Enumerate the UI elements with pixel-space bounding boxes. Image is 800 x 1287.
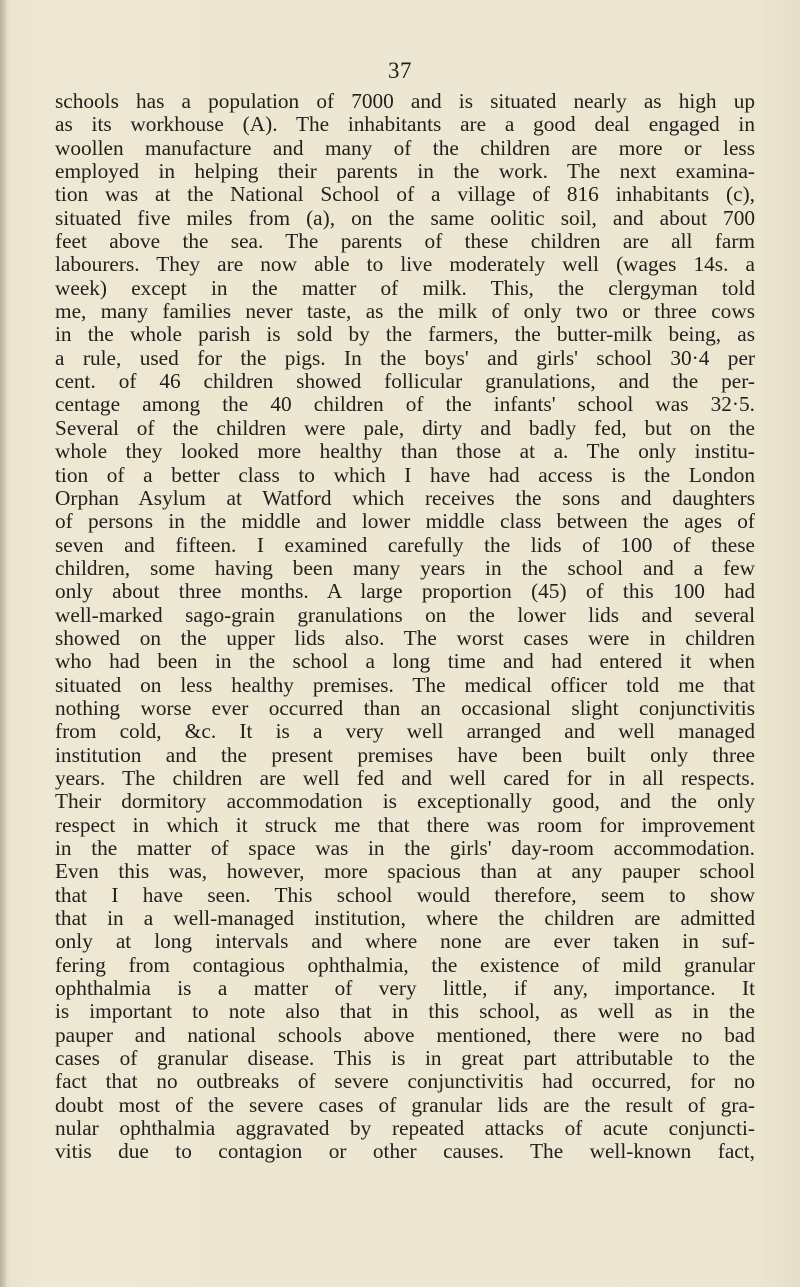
text-line: children, some having been many years in the school and a few [55,555,755,580]
text-line: showed on the upper lids also. The worst cases were in children [55,625,755,650]
text-line: in the whole parish is sold by the farmers, the butter-milk being, as [55,322,755,347]
text-line: situated on less healthy premises. The medical officer told me that [55,672,755,697]
text-line: who had been in the school a long time and had entered it when [55,649,755,674]
text-line: a rule, used for the pigs. In the boys' and girls' school 30·4 per [55,345,755,370]
text-line: as its workhouse (A). The inhabitants are a good deal engaged in [55,112,755,137]
text-line: well-marked sago-grain granulations on the lower lids and several [55,602,755,627]
text-line: me, many families never taste, as the milk of only two or three cows [55,299,755,324]
text-line: nular ophthalmia aggravated by repeated attacks of acute conjuncti- [55,1116,755,1141]
text-line: labourers. They are now able to live moderately well (wages 14s. a [55,252,755,277]
text-line: centage among the 40 children of the infants' school was 32·5. [55,392,755,417]
text-line: in the matter of space was in the girls' day-room accommodation. [55,836,755,860]
text-line: cases of granular disease. This is in great part attributable to the [55,1046,755,1071]
text-line: week) except in the matter of milk. This, the clergyman told [55,275,755,300]
text-line: nothing worse ever occurred than an occasional slight conjunctivitis [55,695,755,720]
text-line: that in a well-managed institution, where the children are admitted [55,906,755,931]
text-line: fering from contagious ophthalmia, the existence of mild granular [55,952,755,977]
text-line: respect in which it struck me that there was room for improvement [55,812,755,837]
text-line: Their dormitory accommodation is exceptionally good, and the only [55,789,755,814]
text-line: whole they looked more healthy than those at a. The only institu- [55,439,755,464]
text-line: tion was at the National School of a village of 816 inhabitants (c), [55,182,755,207]
page-binding-edge [0,0,6,1287]
text-line: doubt most of the severe cases of granular lids are the result of gra- [55,1092,755,1117]
body-text [55,90,755,1164]
text-line: seven and fifteen. I examined carefully the lids of 100 of these [55,532,755,557]
text-line: Even this was, however, more spacious than at any pauper school [55,859,755,884]
text-line: only about three months. A large proportion (45) of this 100 had [55,579,755,604]
text-line: tion of a better class to which I have had access is the London [55,462,755,487]
text-line: ophthalmia is a matter of very little, if any, importance. It [55,976,755,1001]
text-line: that I have seen. This school would therefore, seem to show [55,882,755,907]
text-line: is important to note also that in this school, as well as in the [55,999,755,1024]
text-line: vitis due to contagion or other causes. The well-known fact, [55,1139,755,1164]
text-line: situated five miles from (a), on the same oolitic soil, and about 700 [55,205,755,230]
text-line: from cold, &c. It is a very well arranged and well managed [55,719,755,744]
text-line: employed in helping their parents in the work. The next examina- [55,159,755,184]
text-line: feet above the sea. The parents of these children are all farm [55,229,755,254]
text-line: of persons in the middle and lower middle class between the ages of [55,509,755,534]
text-line: institution and the present premises have been built only three [55,742,755,767]
text-line: Several of the children were pale, dirty and badly fed, but on the [55,415,755,440]
text-line: cent. of 46 children showed follicular granulations, and the per- [55,369,755,394]
page-number: 37 [388,58,412,83]
text-line: fact that no outbreaks of severe conjunctivitis had occurred, for no [55,1069,755,1094]
text-line: years. The children are well fed and well cared for in all respects. [55,765,755,790]
text-line: only at long intervals and where none are ever taken in suf- [55,929,755,954]
text-line: pauper and national schools above mentioned, there were no bad [55,1022,755,1047]
text-line: schools has a population of 7000 and is situated nearly as high up [55,89,755,113]
text-line: Orphan Asylum at Watford which receives the sons and daughters [55,485,755,510]
text-line: woollen manufacture and many of the children are more or less [55,135,755,160]
